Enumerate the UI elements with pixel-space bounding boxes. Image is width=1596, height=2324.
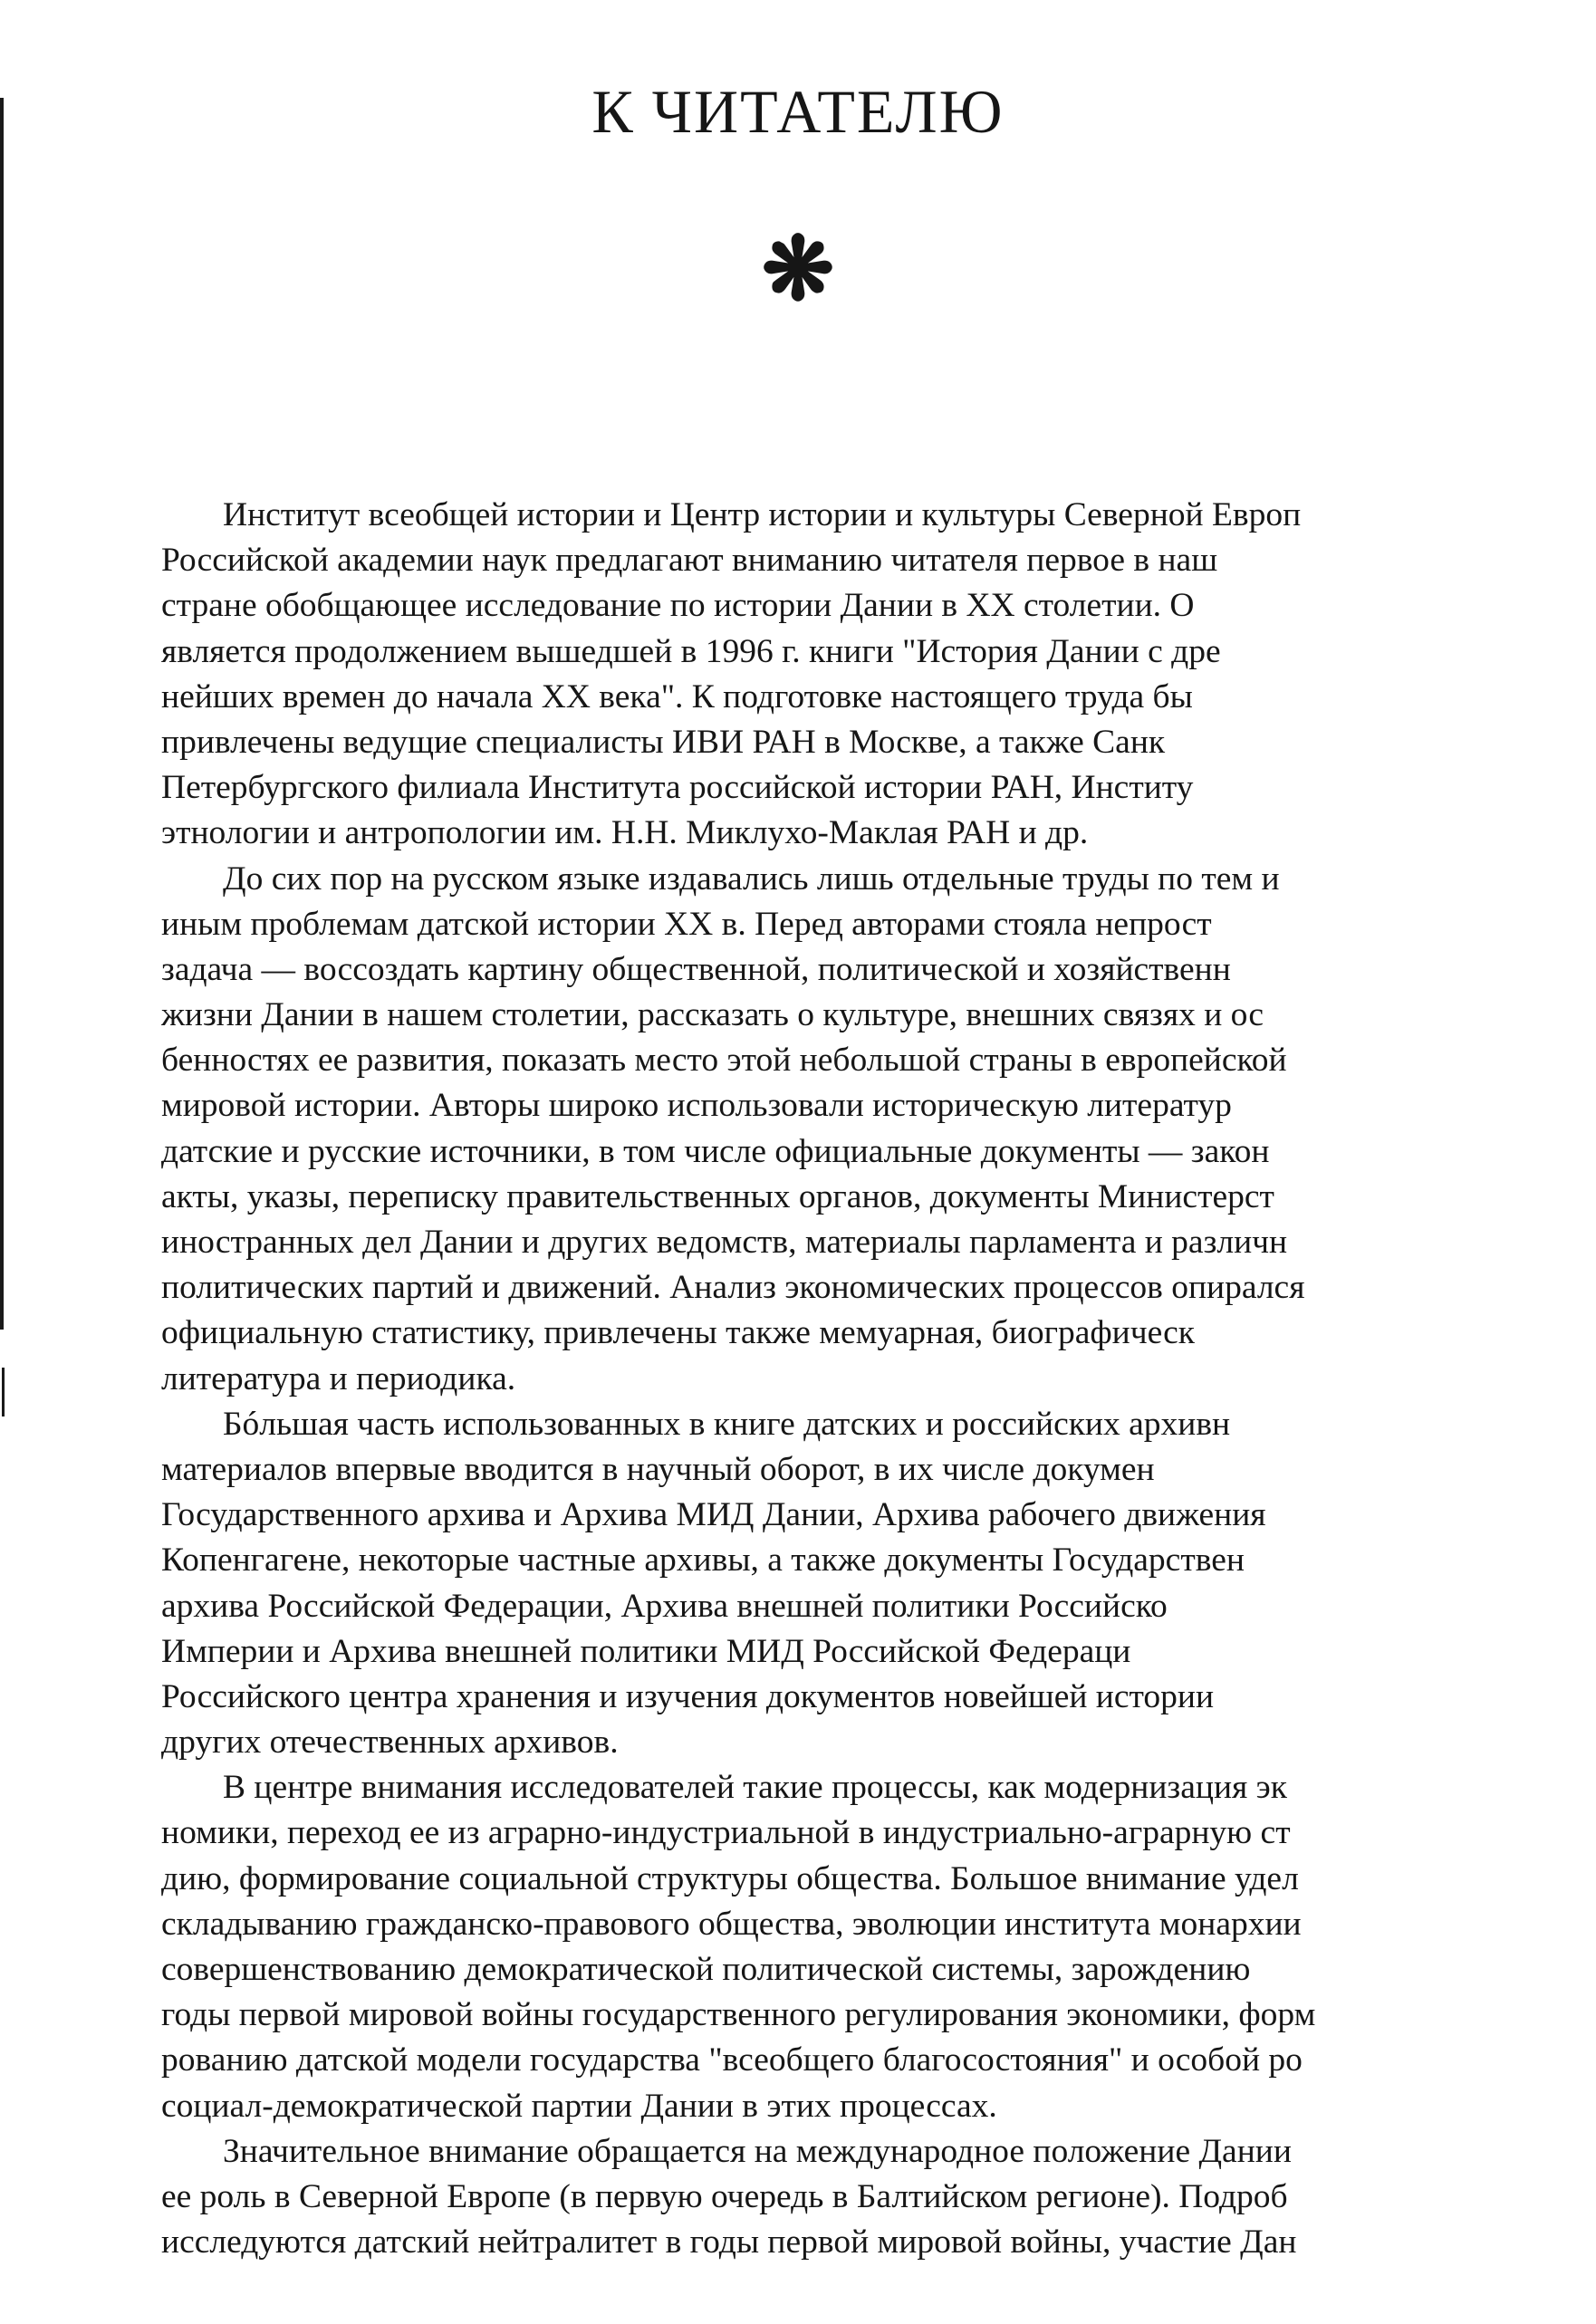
- paragraph-3-line: Империи и Архива внешней политики МИД Российской Федераци: [161, 1632, 1131, 1670]
- paragraph-2-line: мировой истории. Авторы широко использовали историческую литератур: [161, 1087, 1232, 1125]
- paragraph-5-line: Значительное внимание обращается на международное положение Дании: [223, 2132, 1292, 2170]
- paragraph-4-line: годы первой мировой войны государственного регулирования экономики, форм: [161, 1996, 1316, 2034]
- paragraph-1-line: этнологии и антропологии им. Н.Н. Миклухо-Маклая РАН и др.: [161, 814, 1089, 852]
- paragraph-5-line: ее роль в Северной Европе (в первую очередь в Балтийском регионе). Подроб: [161, 2177, 1288, 2215]
- paragraph-4-line: складыванию гражданско-правового общества, эволюции института монархии: [161, 1905, 1302, 1943]
- paragraph-1-line: является продолжением вышедшей в 1996 г. книги "История Дании с дре: [161, 632, 1221, 670]
- paragraph-2-line: иным проблемам датской истории XX в. Перед авторами стояла непрост: [161, 905, 1212, 943]
- paragraph-3-line: Бóльшая часть использованных в книге датских и российских архивн: [223, 1405, 1231, 1443]
- margin-scan-mark: [2, 1368, 5, 1416]
- page-title: К ЧИТАТЕЛЮ: [591, 77, 1005, 146]
- paragraph-4-line: В центре внимания исследователей такие процессы, как модернизация эк: [223, 1769, 1287, 1807]
- paragraph-4-line: номики, переход ее из аграрно-индустриальной в индустриально-аграрную ст: [161, 1814, 1291, 1852]
- paragraph-2-line: бенностях ее развития, показать место этой небольшой страны в европейской: [161, 1042, 1287, 1080]
- paragraph-5-line: исследуются датский нейтралитет в годы первой мировой войны, участие Дан: [161, 2223, 1297, 2262]
- paragraph-3-line: других отечественных архивов.: [161, 1724, 619, 1762]
- paragraph-2-line: политических партий и движений. Анализ экономических процессов опирался: [161, 1269, 1305, 1307]
- asterisk-ornament-icon: ❋: [761, 221, 835, 318]
- paragraph-1-line: стране обобщающее исследование по истории Дании в XX столетии. О: [161, 587, 1195, 625]
- paragraph-4-line: дию, формирование социальной структуры общества. Большое внимание удел: [161, 1859, 1299, 1897]
- paragraph-3-line: Копенгагене, некоторые частные архивы, а также документы Государствен: [161, 1541, 1245, 1580]
- paragraph-2-line: датские и русские источники, в том числе официальные документы — закон: [161, 1132, 1270, 1170]
- paragraph-4-line: рованию датской модели государства "всеобщего благосостояния" и особой ро: [161, 2041, 1303, 2079]
- paragraph-2-line: До сих пор на русском языке издавались лишь отдельные труды по тем и: [223, 859, 1280, 898]
- paragraph-1-line: привлечены ведущие специалисты ИВИ РАН в Москве, а также Санк: [161, 723, 1166, 761]
- paragraph-2-line: задача — воссоздать картину общественной, политической и хозяйственн: [161, 950, 1231, 988]
- paragraph-2-line: жизни Дании в нашем столетии, рассказать о культуре, внешних связях и ос: [161, 996, 1264, 1034]
- paragraph-3-line: материалов впервые вводится в научный оборот, в их числе докумен: [161, 1450, 1155, 1488]
- paragraph-2-line: акты, указы, переписку правительственных органов, документы Министерст: [161, 1177, 1274, 1215]
- paragraph-2-line: официальную статистику, привлечены также мемуарная, биографическ: [161, 1314, 1196, 1352]
- paragraph-3-line: Российского центра хранения и изучения документов новейшей истории: [161, 1677, 1215, 1715]
- paragraph-2-line: иностранных дел Дании и других ведомств, материалы парламента и различн: [161, 1224, 1288, 1261]
- paragraph-1-line: нейших времен до начала XX века". К подготовке настоящего труда бы: [161, 677, 1193, 715]
- paragraph-3-line: архива Российской Федерации, Архива внешней политики Российско: [161, 1587, 1168, 1625]
- paragraph-1-line: Российской академии наук предлагают вниманию читателя первое в наш: [161, 542, 1218, 580]
- paragraph-4-line: совершенствованию демократической политической системы, зарождению: [161, 1951, 1251, 1988]
- paragraph-3-line: Государственного архива и Архива МИД Дании, Архива рабочего движения: [161, 1496, 1266, 1534]
- paragraph-1-line: Институт всеобщей истории и Центр истории и культуры Северной Европ: [223, 496, 1302, 533]
- paragraph-1-line: Петербургского филиала Института российской истории РАН, Институ: [161, 769, 1194, 807]
- paragraph-2-line: литература и периодика.: [161, 1359, 516, 1397]
- paragraph-4-line: социал-демократической партии Дании в этих процессах.: [161, 2087, 997, 2125]
- body-text: [161, 493, 1596, 2265]
